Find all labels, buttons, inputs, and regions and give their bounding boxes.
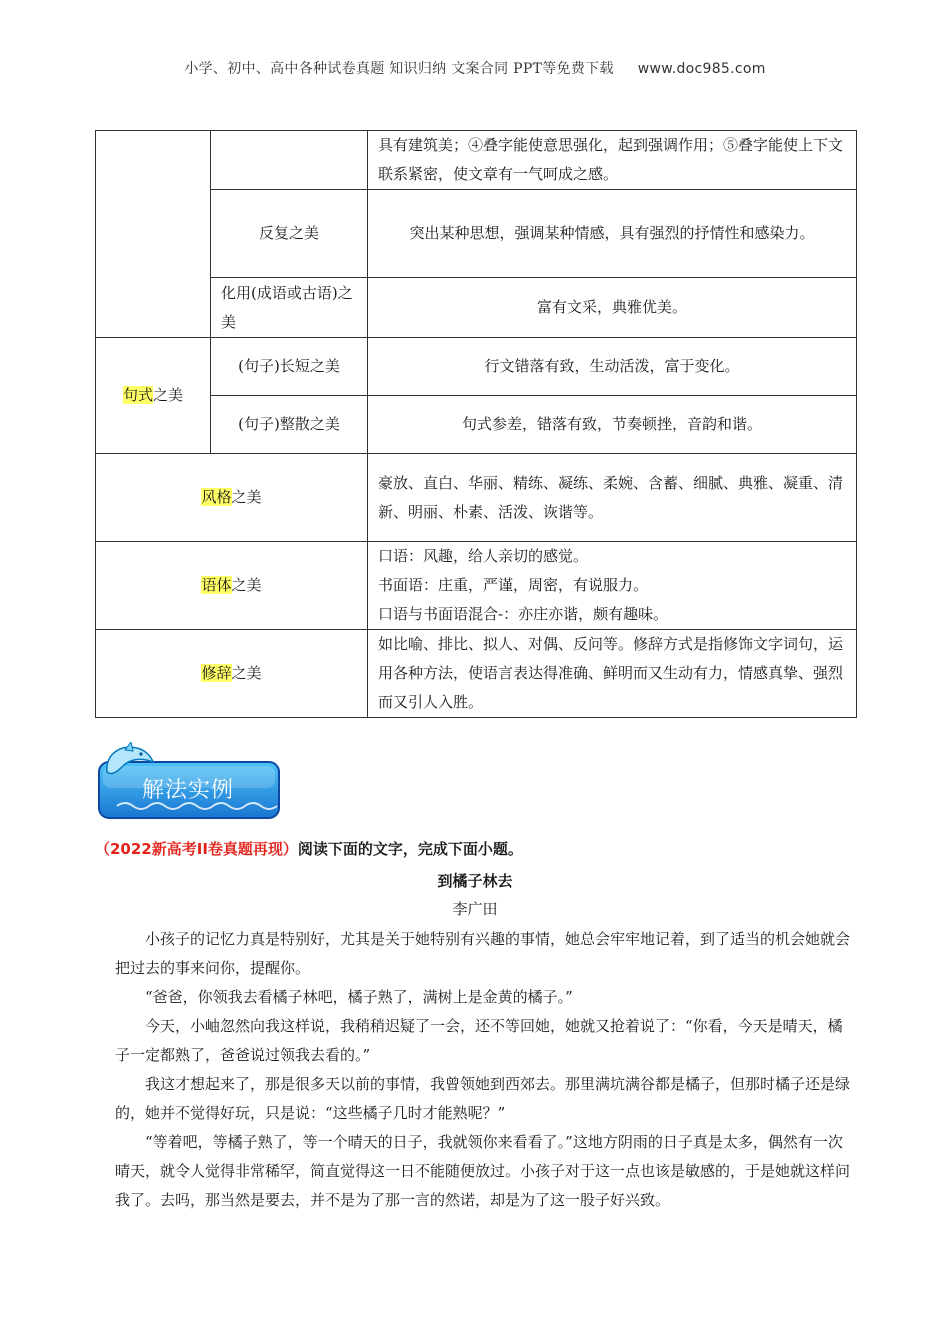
table-cell-empty (211, 131, 368, 190)
paragraph: “爸爸，你领我去看橘子林吧，橘子熟了，满树上是金黄的橘子。” (145, 988, 573, 1006)
table-row (96, 454, 857, 542)
table-cell-category (96, 542, 368, 630)
header-text: 小学、初中、高中各种试卷真题 知识归纳 文案合同 PPT等免费下载 (184, 61, 614, 77)
paragraph: 小孩子的记忆力真是特别好，尤其是关于她特别有兴趣的事情，她总会牢牢地记着，到了适当的机会她就会把过去的事来问你，提醒你。 (115, 930, 851, 977)
table-cell: 富有文采，典雅优美。 (368, 278, 857, 338)
yuti-line: 书面语：庄重，严谨，周密，有说服力。 (378, 576, 649, 594)
passage-title: 到橘子林去 (437, 872, 513, 890)
passage-author: 李广田 (452, 900, 498, 918)
table-row (96, 278, 857, 338)
table-cell: 句式参差，错落有致，节奏顿挫，音韵和谐。 (368, 396, 857, 454)
table-cell-category (96, 630, 368, 718)
highlight: 风格 (201, 488, 232, 506)
passage-body (115, 925, 856, 1215)
beauty-table (95, 130, 857, 718)
paragraph: “等着吧，等橘子熟了，等一个晴天的日子，我就领你来看看了。”这地方阴雨的日子真是太多，偶然有一次晴天，就令人觉得非常稀罕，简直觉得这一日不能随便放过。小孩子对于这一点也该是敏感的，于是她就这样问我了。去吗，那当然是要去，并不是为了那一言的然诺，却是为了这一股子好兴致。 (115, 1133, 851, 1209)
table-row (96, 542, 857, 630)
table-cell: 化用(成语或古语)之美 (211, 278, 368, 338)
page-header (0, 58, 950, 78)
table-cell-category (96, 454, 368, 542)
table-cell-empty (96, 131, 211, 338)
table-cell: 反复之美 (211, 190, 368, 278)
question-instruction: 阅读下面的文字，完成下面小题。 (297, 840, 523, 858)
category-suffix: 之美 (231, 488, 262, 506)
table-cell (368, 542, 857, 630)
paragraph: 今天，小岫忽然向我这样说，我稍稍迟疑了一会，还不等回她，她就又抢着说了：“你看，今天是晴天，橘子一定都熟了，爸爸说过领我去看的。” (115, 1017, 843, 1064)
table-row (96, 338, 857, 396)
yuti-line: 口语：风趣，给人亲切的感觉。 (378, 547, 589, 565)
question-source: （2022新高考II卷真题再现） (95, 840, 298, 858)
table-row (96, 131, 857, 190)
highlight: 句式 (122, 386, 153, 404)
table-row (96, 630, 857, 718)
table-cell-category (96, 338, 211, 454)
table-row (96, 190, 857, 278)
highlight: 语体 (201, 576, 232, 594)
yuti-line: 口语与书面语混合-：亦庄亦谐，颇有趣味。 (378, 605, 669, 623)
table-row (96, 396, 857, 454)
table-cell: 突出某种思想，强调某种情感，具有强烈的抒情性和感染力。 (368, 190, 857, 278)
table-cell: 行文错落有致，生动活泼，富于变化。 (368, 338, 857, 396)
highlight: 修辞 (201, 664, 232, 682)
category-suffix: 之美 (231, 664, 262, 682)
category-suffix: 之美 (231, 576, 262, 594)
header-site: www.doc985.com (637, 61, 766, 77)
table-cell: (句子)长短之美 (211, 338, 368, 396)
question-line (95, 838, 523, 859)
table-cell: 如比喻、排比、拟人、对偶、反问等。修辞方式是指修饰文字词句，运用各种方法，使语言表达得准确、鲜明而又生动有力，情感真挚、强烈而又引人入胜。 (368, 630, 857, 718)
category-suffix: 之美 (153, 386, 184, 404)
badge-title: 解法实例 (142, 778, 235, 803)
table-cell: (句子)整散之美 (211, 396, 368, 454)
paragraph: 我这才想起来了，那是很多天以前的事情，我曾领她到西郊去。那里满坑满谷都是橘子，但那时橘子还是绿的，她并不觉得好玩，只是说：“这些橘子几时才能熟呢？” (115, 1075, 851, 1122)
table-cell: 豪放、直白、华丽、精练、凝练、柔婉、含蓄、细腻、典雅、凝重、清新、明丽、朴素、活泼、诙谐等。 (368, 454, 857, 542)
table-cell: 具有建筑美；④叠字能使意思强化，起到强调作用；⑤叠字能使上下文联系紧密，使文章有一气呵成之感。 (368, 131, 857, 190)
